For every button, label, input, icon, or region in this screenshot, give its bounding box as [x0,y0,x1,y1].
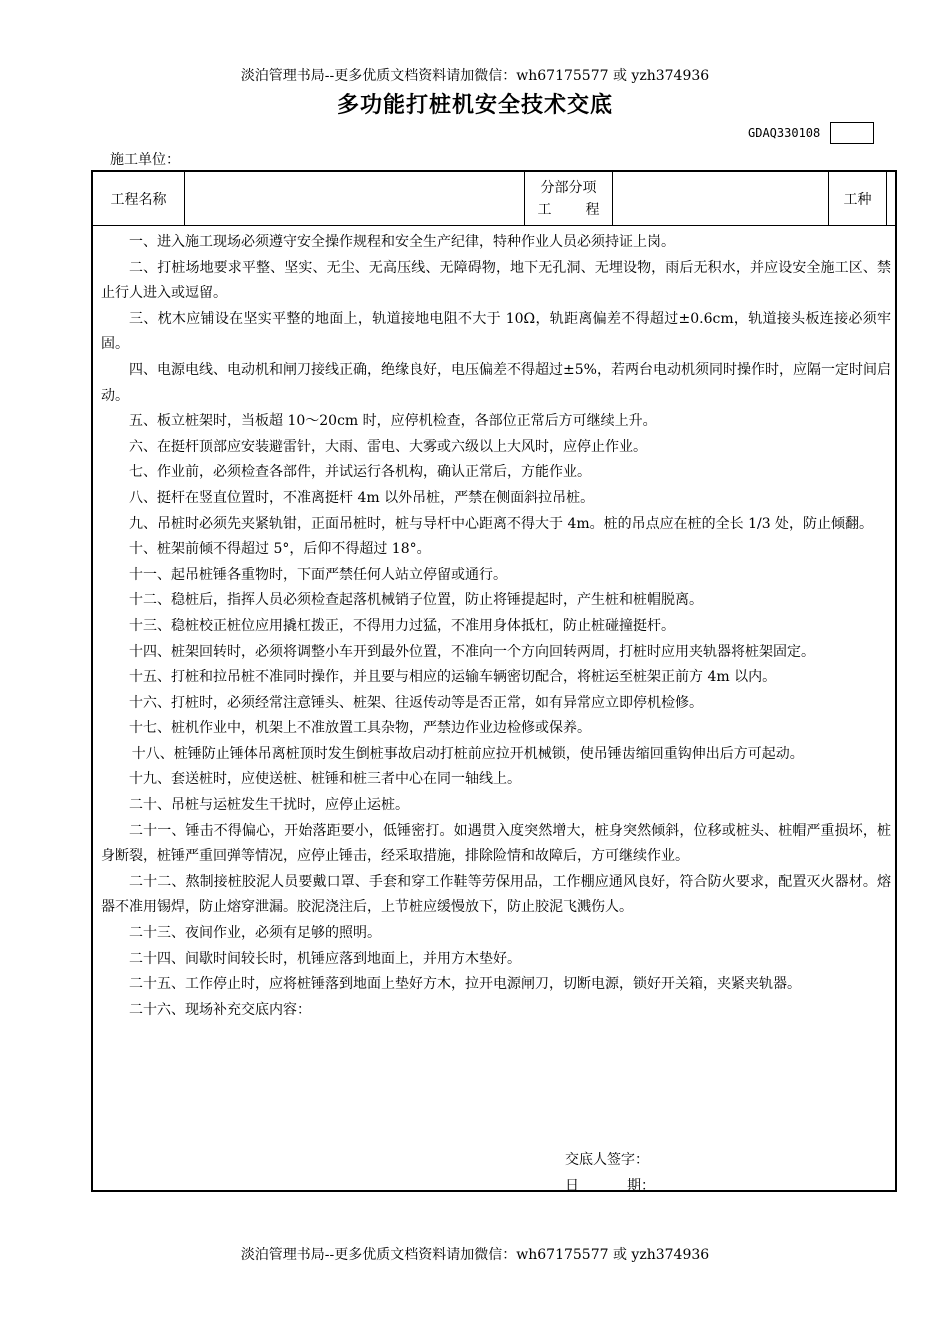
date-label [565,1173,655,1199]
content-item-22: 二十二、熬制接桩胶泥人员要戴口罩、手套和穿工作鞋等劳保用品，工作棚应通风良好，符合防火要求，配置灭火器材。熔器不准用锡焊，防止熔穿泄漏。胶泥浇注后，上节桩应缓慢放下，防止胶泥飞溅伤人。 [101,873,891,916]
work-type-value [887,172,895,225]
watermark-header: 淡泊管理书局--更多优质文档资料请加微信：wh67175577 或 yzh374936 [240,68,710,84]
project-name-value [185,172,525,225]
document-title: 多功能打桩机安全技术交底 [336,93,613,118]
content-item-1: 一、进入施工现场必须遵守安全操作规程和安全生产纪律，特种作业人员必须持证上岗。 [129,234,675,250]
date-label-rest: 期： [627,1178,655,1194]
sub-project-label-line2 [538,199,600,221]
content-item-12: 十二、稳桩后，指挥人员必须检查起落机械销子位置，防止将锤提起时，产生桩和桩帽脱离。 [129,592,703,609]
sub-project-value [613,172,829,225]
document-code: GDAQ330108 [748,126,821,140]
table-header-row [93,172,895,226]
content-item-26: 二十六、现场补充交底内容： [129,1001,311,1018]
content-item-10: 十、桩架前倾不得超过 5°，后仰不得超过 18°。 [129,541,431,558]
content-item-4: 四、电源电线、电动机和闸刀接线正确，绝缘良好，电压偏差不得超过±5%，若两台电动机须同时操作时，应隔一定时间启动。 [101,361,891,404]
disclosure-content [101,230,891,1023]
watermark-footer: 淡泊管理书局--更多优质文档资料请加微信：wh67175577 或 yzh374936 [240,1247,710,1263]
content-item-23: 二十三、夜间作业，必须有足够的照明。 [129,925,381,942]
content-item-6: 六、在挺杆顶部应安装避雷针，大雨、雷电、大雾或六级以上大风时，应停止作业。 [129,438,647,455]
signer-label: 交底人签字： [565,1152,649,1168]
content-item-17: 十七、桩机作业中，机架上不准放置工具杂物，严禁边作业边检修或保养。 [129,720,591,737]
content-item-13: 十三、稳桩校正桩位应用撬杠拨正，不得用力过猛，不准用身体抵杠，防止桩碰撞挺杆。 [129,617,675,634]
content-item-15: 十五、打桩和拉吊桩不准同时操作，并且要与相应的运输车辆密切配合，将桩运至桩架正前方 4m 以内。 [129,669,777,686]
content-item-2: 二、打桩场地要求平整、坚实、无尘、无高压线、无障碍物，地下无孔洞、无埋设物，雨后无积水，并应设安全施工区、禁止行人进入或逗留。 [101,259,891,302]
work-type-label: 工种 [829,172,887,225]
signature-block [565,1147,655,1199]
sub-project-label-char-1: 工 [537,201,552,218]
content-item-16: 十六、打桩时，必须经常注意锤头、桩架、往返传动等是否正常，如有异常应立即停机检修。 [129,694,703,711]
content-item-21: 二十一、锤击不得偏心，开始落距要小，低锤密打。如遇贯入度突然增大，桩身突然倾斜，位移或桩头、桩帽严重损坏，桩身断裂，桩锤严重回弹等情况，应停止锤击，经采取措施，排除险情和故障后，方可继续作业。 [101,822,891,865]
content-item-24: 二十四、间歇时间较长时，机锤应落到地面上，并用方木垫好。 [129,950,521,967]
date-label-char: 日 [565,1178,579,1194]
content-item-11: 十一、起吊桩锤各重物时，下面严禁任何人站立停留或通行。 [129,566,507,583]
content-item-20: 二十、吊桩与运桩发生干扰时，应停止运桩。 [129,797,409,814]
content-item-14: 十四、桩架回转时，必须将调整小车开到最外位置，不准向一个方向回转两周，打桩时应用夹轨器将桩架固定。 [129,643,815,660]
document-code-box [830,122,874,144]
content-item-9: 九、吊桩时必须先夹紧轨钳，正面吊桩时，桩与导杆中心距离不得大于 4m。桩的吊点应在桩的全长 1/3 处，防止倾翻。 [129,515,874,532]
sub-project-label-line1: 分部分项 [540,179,597,196]
content-item-25: 二十五、工作停止时，应将桩锤落到地面上垫好方木，拉开电源闸刀，切断电源，锁好开关箱，夹紧夹轨器。 [129,976,801,993]
content-item-7: 七、作业前，必须检查各部件，并试运行各机构，确认正常后，方能作业。 [129,464,591,481]
disclosure-table [91,170,897,1192]
sub-project-label [525,172,613,225]
content-item-5: 五、板立桩架时，当板超 10～20cm 时，应停机检查，各部位正常后方可继续上升。 [129,413,657,430]
sub-project-label-char-2: 程 [585,201,600,218]
content-item-3: 三、枕木应铺设在坚实平整的地面上，轨道接地电阻不大于 10Ω，轨距离偏差不得超过±0.6cm，轨道接头板连接必须牢固。 [101,310,891,353]
content-item-18: 十八、桩锤防止锤体吊离桩顶时发生倒桩事故启动打桩前应拉开机械锁，使吊锤齿缩回重钩伸出后方可起动。 [131,745,804,762]
project-name-label: 工程名称 [93,172,185,225]
content-item-19: 十九、套送桩时，应使送桩、桩锤和桩三者中心在同一轴线上。 [129,771,521,788]
content-item-8: 八、挺杆在竖直位置时，不准离挺杆 4m 以外吊桩，严禁在侧面斜拉吊桩。 [129,489,595,506]
construction-unit-label: 施工单位： [110,152,180,168]
